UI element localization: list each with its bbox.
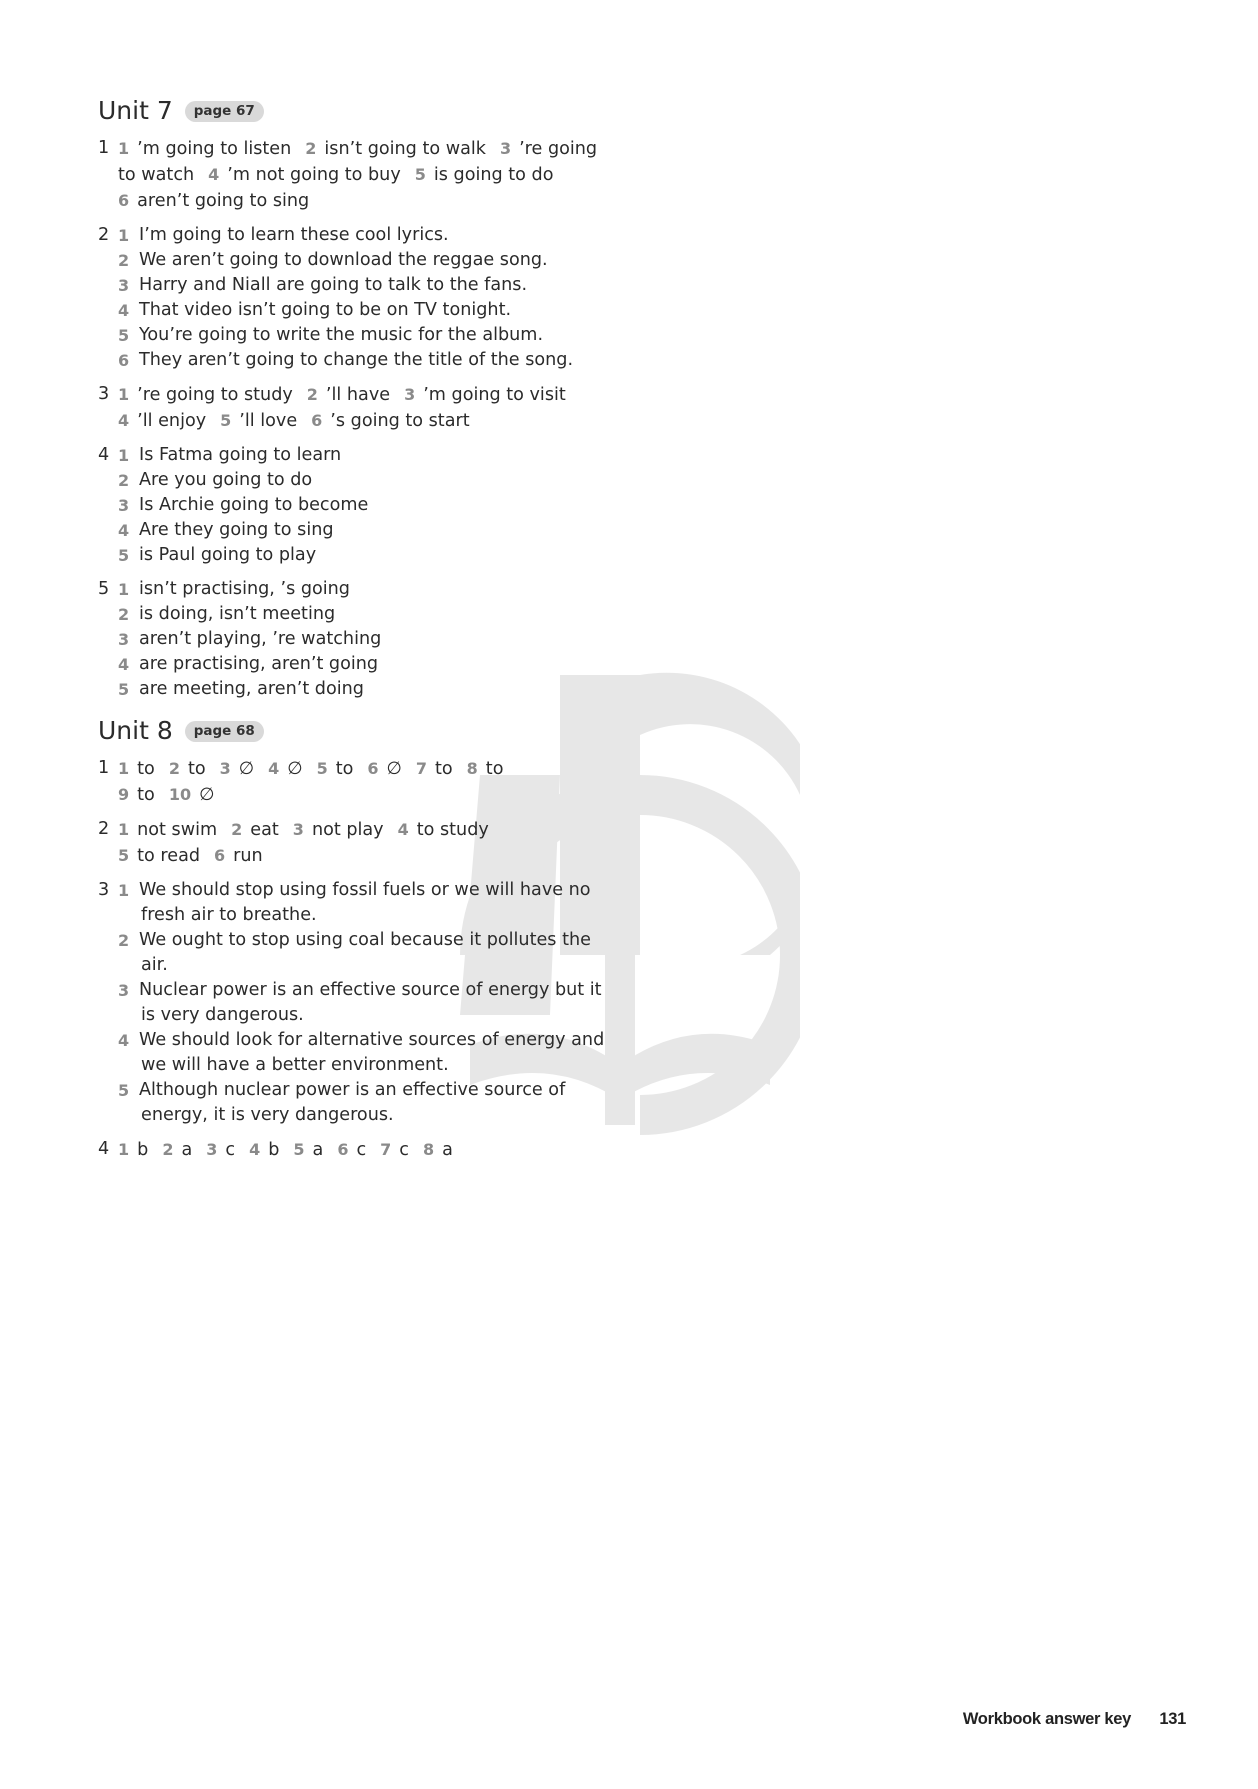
answer-line: [118, 162, 658, 188]
answer-item: [118, 846, 200, 866]
answer-item: [118, 191, 309, 211]
answer-text: ’re going to study: [137, 385, 293, 405]
item-number: 5: [118, 680, 130, 699]
answer-text: You’re going to write the music for the album.: [139, 325, 544, 345]
answer-item: [118, 820, 217, 840]
item-number: 4: [249, 1140, 261, 1159]
exercise-block: [98, 1137, 658, 1163]
answer-item: [118, 878, 658, 928]
answer-text-continued: fresh air to breathe.: [141, 905, 317, 925]
item-number: 6: [214, 846, 226, 865]
answer-item: [467, 759, 504, 779]
answer-text: are meeting, aren’t doing: [139, 679, 364, 699]
item-number: 2: [306, 385, 318, 404]
answer-item: [118, 543, 658, 568]
answer-text: Is Fatma going to learn: [139, 445, 342, 465]
item-number: 5: [118, 1081, 130, 1100]
answer-item: [118, 468, 658, 493]
answer-item: [208, 165, 401, 185]
answer-item: [169, 759, 206, 779]
item-number: 1: [118, 820, 130, 839]
answer-text: to watch: [118, 165, 195, 185]
item-number: 4: [118, 1031, 130, 1050]
item-number: 1: [118, 226, 130, 245]
footer-label: Workbook answer key: [962, 1710, 1132, 1728]
item-number: 2: [118, 605, 130, 624]
answer-text: ’m going to listen: [137, 139, 292, 159]
unit-section: [98, 96, 658, 702]
item-number: 6: [311, 411, 323, 430]
item-number: 3: [118, 981, 130, 1000]
answer-item: [118, 577, 658, 602]
answer-text: ∅: [199, 785, 215, 805]
exercise-block: [98, 878, 658, 1128]
answer-text: is Paul going to play: [139, 545, 317, 565]
answer-text: We aren’t going to download the reggae song.: [139, 250, 548, 270]
item-number: 2: [162, 1140, 174, 1159]
item-number: 4: [268, 759, 280, 778]
item-number: 8: [466, 759, 478, 778]
answer-item: [118, 1140, 148, 1160]
item-number: 7: [380, 1140, 392, 1159]
item-number: 5: [293, 1140, 305, 1159]
answer-item: [268, 759, 302, 779]
answer-text: are practising, aren’t going: [139, 654, 379, 674]
answer-text: a: [442, 1140, 453, 1160]
answer-item: [118, 978, 658, 1028]
answer-text: isn’t practising, ’s going: [139, 579, 350, 599]
item-number: 1: [118, 759, 130, 778]
item-number: 4: [118, 301, 130, 320]
answer-item: [293, 820, 384, 840]
answer-item: [337, 1140, 366, 1160]
answer-item: [169, 785, 215, 805]
answer-text: is doing, isn’t meeting: [139, 604, 336, 624]
item-number: 2: [168, 759, 180, 778]
exercise-number: 3: [98, 384, 110, 404]
page-reference-badge: page 68: [185, 721, 264, 742]
answer-line: [118, 188, 658, 214]
answer-item: [500, 139, 597, 159]
answer-item: [118, 248, 658, 273]
exercise-block: [98, 577, 658, 702]
page-number: 131: [1159, 1710, 1186, 1728]
answer-text: to study: [416, 820, 489, 840]
answer-item: [118, 165, 194, 185]
item-number: 4: [208, 165, 220, 184]
page-reference-badge: page 67: [185, 101, 264, 122]
answer-text: Is Archie going to become: [139, 495, 369, 515]
item-number: 2: [118, 471, 130, 490]
answer-item: [118, 411, 206, 431]
answer-item: [118, 298, 658, 323]
answer-text: ’s going to start: [330, 411, 470, 431]
exercise-number: 1: [98, 758, 110, 778]
answer-line: [118, 756, 658, 782]
item-number: 5: [118, 326, 130, 345]
answer-text: That video isn’t going to be on TV tonight.: [139, 300, 512, 320]
answer-text: to read: [137, 846, 201, 866]
exercise-block: [98, 136, 658, 214]
answer-line: [118, 408, 658, 434]
answer-item: [220, 411, 297, 431]
exercise-number: 4: [98, 1139, 110, 1159]
item-number: 5: [414, 165, 426, 184]
answer-text: c: [399, 1140, 409, 1160]
answer-text: ’m not going to buy: [227, 165, 401, 185]
exercise-number: 5: [98, 579, 110, 599]
answer-item: [311, 411, 469, 431]
answer-item: [118, 1028, 658, 1078]
exercise-block: [98, 223, 658, 373]
answer-text: aren’t going to sing: [137, 191, 310, 211]
item-number: 4: [118, 411, 130, 430]
answer-item: [118, 518, 658, 543]
exercise-block: [98, 382, 658, 434]
answer-text: eat: [250, 820, 279, 840]
answer-text-continued: energy, it is very dangerous.: [141, 1105, 394, 1125]
answer-text: b: [268, 1140, 280, 1160]
answer-item: [118, 273, 658, 298]
answer-item: [118, 602, 658, 627]
answer-text: ’ll have: [325, 385, 391, 405]
item-number: 3: [499, 139, 512, 158]
answer-text: ∅: [386, 759, 402, 779]
item-number: 3: [118, 496, 130, 515]
answer-text: ’m going to visit: [423, 385, 566, 405]
exercise-number: 2: [98, 225, 110, 245]
answer-item: [206, 1140, 235, 1160]
answer-text: c: [225, 1140, 236, 1160]
answer-item: [118, 785, 155, 805]
item-number: 8: [422, 1140, 435, 1159]
item-number: 4: [118, 655, 130, 674]
item-number: 9: [118, 785, 130, 804]
answer-text: not play: [311, 820, 384, 840]
answer-text: to: [335, 759, 354, 779]
answer-item: [118, 928, 658, 978]
item-number: 2: [231, 820, 243, 839]
unit-heading: [98, 96, 658, 126]
item-number: 6: [337, 1140, 349, 1159]
unit-title: Unit 7: [98, 96, 173, 125]
answer-text: They aren’t going to change the title of the song.: [139, 350, 574, 370]
answer-item: [423, 1140, 453, 1160]
exercise-block: [98, 443, 658, 568]
answer-text: to: [434, 759, 453, 779]
answer-line: [118, 782, 658, 808]
item-number: 6: [118, 191, 130, 210]
answer-item: [118, 139, 291, 159]
answer-item: [398, 820, 489, 840]
answer-text: Are they going to sing: [139, 520, 334, 540]
item-number: 1: [118, 881, 130, 900]
exercise-block: [98, 817, 658, 869]
answer-text: not swim: [137, 820, 218, 840]
item-number: 3: [404, 385, 416, 404]
exercise-number: 2: [98, 819, 110, 839]
answer-text: Are you going to do: [139, 470, 313, 490]
answer-item: [118, 385, 293, 405]
answer-text: We ought to stop using coal because it pollutes the: [139, 930, 591, 950]
item-number: 5: [220, 411, 232, 430]
item-number: 7: [415, 759, 427, 778]
answer-text: to: [137, 785, 155, 805]
answer-text: I’m going to learn these cool lyrics.: [139, 225, 449, 245]
answer-line: [118, 843, 658, 869]
answer-text: to: [485, 759, 504, 779]
answer-text: We should look for alternative sources of energy and: [139, 1030, 605, 1050]
item-number: 3: [118, 630, 130, 649]
answer-item: [380, 1140, 409, 1160]
answer-item: [293, 1140, 323, 1160]
answer-text: Although nuclear power is an effective source of: [139, 1080, 566, 1100]
answer-item: [249, 1140, 279, 1160]
answer-text: to: [137, 759, 155, 779]
exercise-number: 4: [98, 445, 110, 465]
item-number: 1: [118, 1140, 130, 1159]
unit-section: [98, 716, 658, 1163]
answer-line: [118, 136, 658, 162]
item-number: 10: [168, 785, 192, 804]
answer-item: [118, 323, 658, 348]
answer-text: isn’t going to walk: [324, 139, 486, 159]
answer-item: [416, 759, 453, 779]
answer-text: ’ll love: [239, 411, 298, 431]
answer-item: [118, 348, 658, 373]
unit-heading: [98, 716, 658, 746]
answer-text: ’ll enjoy: [137, 411, 207, 431]
answer-text: is going to do: [433, 165, 554, 185]
answer-item: [307, 385, 390, 405]
answer-text-continued: air.: [141, 955, 168, 975]
item-number: 3: [219, 759, 231, 778]
item-number: 5: [118, 846, 130, 865]
item-number: 4: [118, 521, 130, 540]
answer-item: [231, 820, 279, 840]
item-number: 5: [118, 546, 130, 565]
item-number: 1: [118, 385, 130, 404]
item-number: 3: [292, 820, 304, 839]
answer-text-continued: we will have a better environment.: [141, 1055, 449, 1075]
answer-item: [118, 1078, 658, 1128]
answer-item: [118, 677, 658, 702]
page-footer: [963, 1710, 1186, 1729]
answer-item: [367, 759, 401, 779]
unit-title: Unit 8: [98, 716, 173, 745]
exercise-number: 1: [98, 138, 110, 158]
answer-item: [118, 223, 658, 248]
exercise-block: [98, 756, 658, 808]
answer-text: c: [356, 1140, 367, 1160]
item-number: 2: [118, 931, 130, 950]
answer-text: to: [187, 759, 206, 779]
answer-item: [118, 493, 658, 518]
answer-item: [317, 759, 354, 779]
answer-text-continued: is very dangerous.: [141, 1005, 304, 1025]
item-number: 4: [397, 820, 409, 839]
answer-text: b: [137, 1140, 149, 1160]
answer-key-column: [98, 96, 658, 1172]
answer-text: run: [233, 846, 263, 866]
answer-text: a: [312, 1140, 324, 1160]
answer-text: ∅: [287, 759, 303, 779]
answer-line: [118, 817, 658, 843]
answer-text: ∅: [238, 759, 255, 779]
answer-item: [214, 846, 263, 866]
answer-item: [162, 1140, 192, 1160]
answer-text: ’re going: [519, 139, 598, 159]
answer-item: [220, 759, 254, 779]
answer-item: [404, 385, 566, 405]
answer-item: [118, 627, 658, 652]
item-number: 2: [118, 251, 130, 270]
item-number: 6: [118, 351, 130, 370]
item-number: 2: [305, 139, 317, 158]
item-number: 1: [118, 580, 130, 599]
item-number: 1: [118, 139, 130, 158]
answer-text: Nuclear power is an effective source of energy but it: [139, 980, 602, 1000]
item-number: 3: [206, 1140, 218, 1159]
item-number: 1: [118, 446, 130, 465]
answer-text: a: [181, 1140, 193, 1160]
answer-item: [415, 165, 554, 185]
item-number: 5: [316, 759, 328, 778]
answer-line: [118, 1137, 658, 1163]
answer-text: Harry and Niall are going to talk to the fans.: [139, 275, 528, 295]
answer-text: We should stop using fossil fuels or we will have no: [139, 880, 591, 900]
item-number: 6: [367, 759, 379, 778]
answer-text: aren’t playing, ’re watching: [139, 629, 382, 649]
answer-item: [118, 652, 658, 677]
exercise-number: 3: [98, 880, 110, 900]
answer-item: [118, 443, 658, 468]
item-number: 3: [118, 276, 130, 295]
answer-line: [118, 382, 658, 408]
answer-item: [305, 139, 486, 159]
answer-item: [118, 759, 155, 779]
